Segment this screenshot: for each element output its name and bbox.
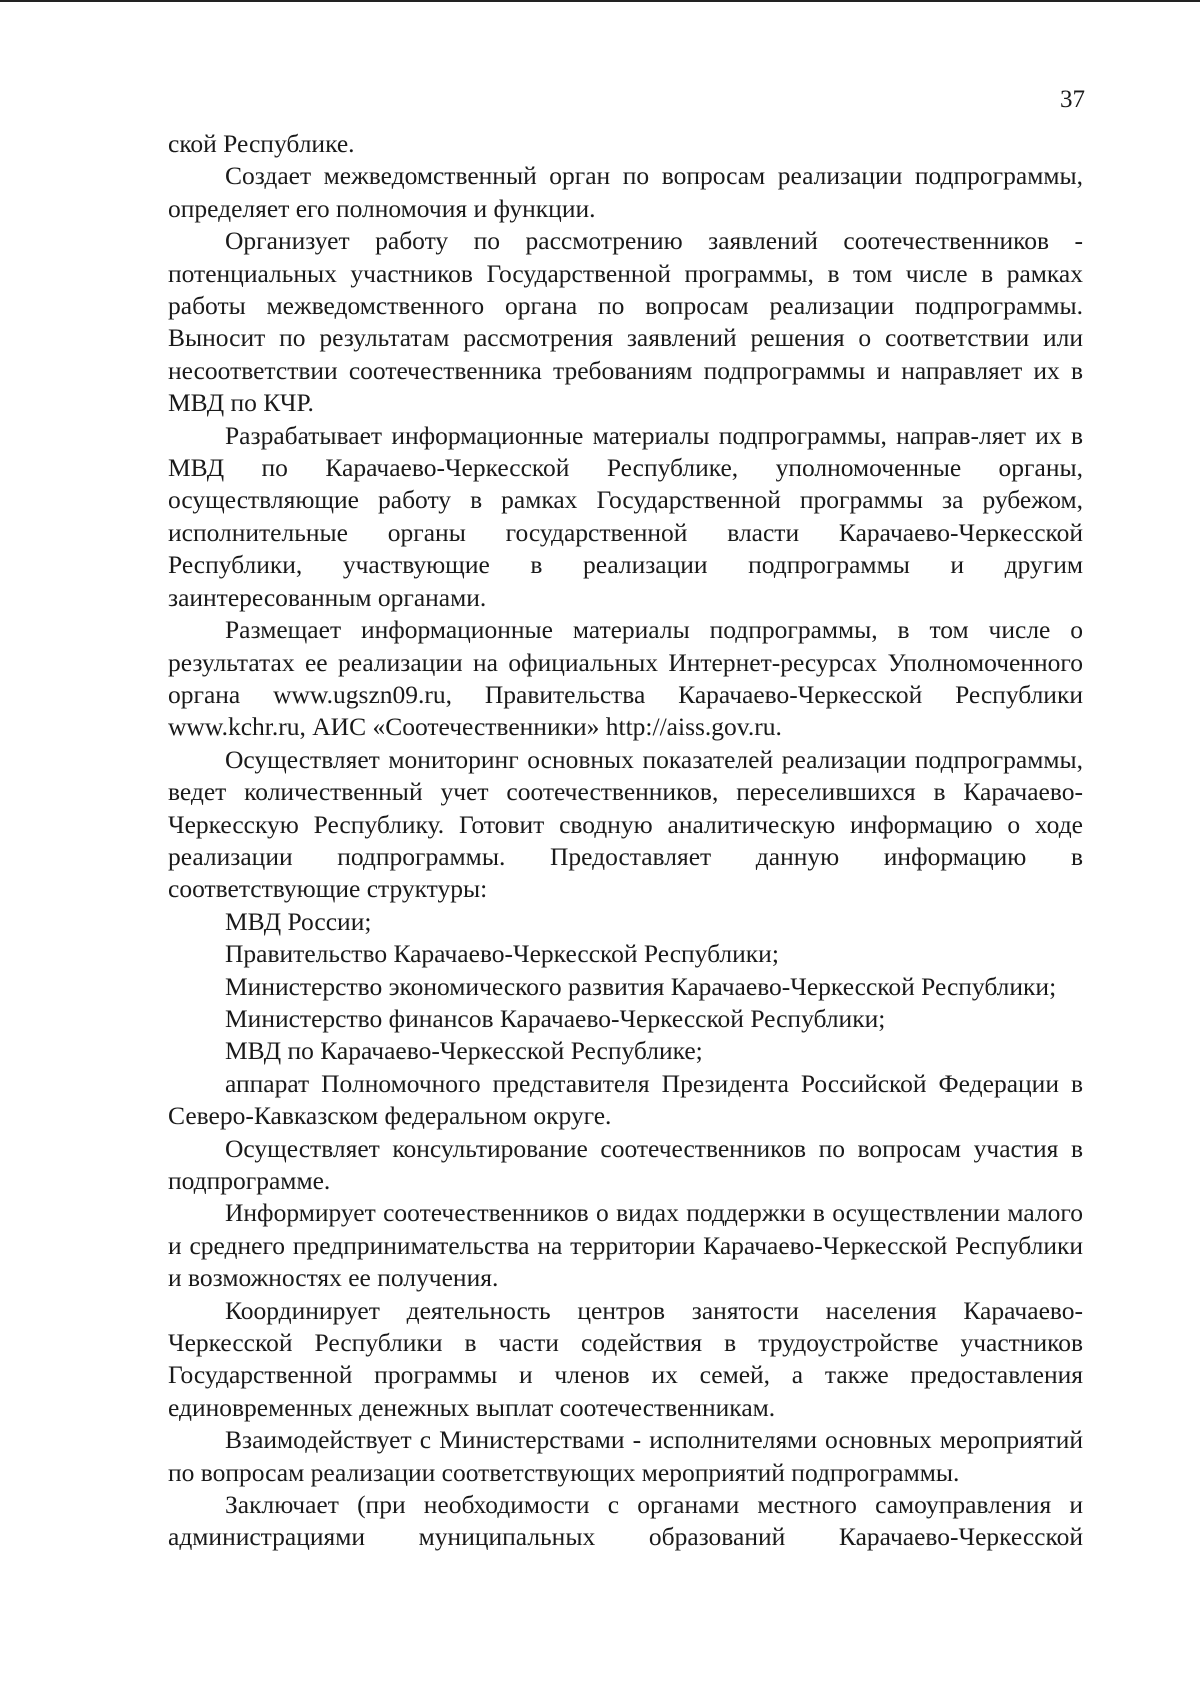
paragraph: Осуществляет мониторинг основных показателей реализации подпрограммы, ведет количественный учет соотечественников, переселившихся в Карачаево-Черкесскую Республику. Готовит сводную аналитическую информацию о ходе реализации подпрограммы. Предоставляет данную информацию в соответствующие структуры: bbox=[168, 744, 1083, 904]
page-number: 37 bbox=[1060, 86, 1085, 113]
paragraph: Правительство Карачаево-Черкесской Республики; bbox=[225, 939, 779, 969]
paragraph: Осуществляет консультирование соотечественников по вопросам участия в подпрограмме. bbox=[168, 1133, 1083, 1195]
paragraph: Министерство экономического развития Карачаево-Черкесской Республики; bbox=[225, 971, 1057, 1001]
paragraph: Разрабатывает информационные материалы подпрограммы, направ-ляет их в МВД по Карачаево-Черкесской Республике, уполномоченные органы, осуществляющие работу в рамках Государственной программы за рубежом, исполнительные органы государственной власти Карачаево-Черкесской Республики, участвующие в реализации подпрограммы и другим заинтересованным органами. bbox=[168, 420, 1083, 612]
paragraph: Взаимодействует с Министерствами - исполнителями основных мероприятий по вопросам реализации соответствующих мероприятий подпрограммы. bbox=[168, 1425, 1083, 1487]
paragraph: Заключает (при необходимости с органами местного самоуправления и администрациями муниципальных образований Карачаево-Черкесской bbox=[168, 1490, 1083, 1552]
paragraph: Создает межведомственный орган по вопросам реализации подпрограммы, определяет его полномочия и функции. bbox=[168, 161, 1083, 223]
paragraph: Информирует соотечественников о видах поддержки в осуществлении малого и среднего предпринимательства на территории Карачаево-Черкесской Республики и возможностях ее получения. bbox=[168, 1198, 1083, 1293]
paragraph: ской Республике. bbox=[168, 129, 355, 158]
paragraph: МВД по Карачаево-Черкесской Республике; bbox=[225, 1036, 703, 1066]
document-body bbox=[168, 128, 1083, 1554]
paragraph: Координирует деятельность центров занятости населения Карачаево-Черкесской Республики в части содействия в трудоустройстве участников Государственной программы и членов их семей, а также предоставления единовременных денежных выплат соотечественникам. bbox=[168, 1295, 1083, 1422]
paragraph: МВД России; bbox=[225, 906, 372, 936]
paragraph: Организует работу по рассмотрению заявлений соотечественников - потенциальных участников Государственной программы, в том числе в рамках работы межведомственного органа по вопросам реализации подпрограммы. Выносит по результатам рассмотрения заявлений решения о соответствии или несоответствии соотечественника требованиям подпрограммы и направляет их в МВД по КЧР. bbox=[168, 226, 1083, 418]
paragraph: Размещает информационные материалы подпрограммы, в том числе о результатах ее реализации на официальных Интернет-ресурсах Уполномоченного органа www.ugszn09.ru, Правительства Карачаево-Черкесской Республики www.kchr.ru, АИС «Соотечественники» http://aiss.gov.ru. bbox=[168, 615, 1083, 742]
paragraph: Министерство финансов Карачаево-Черкесской Республики; bbox=[225, 1003, 886, 1033]
paragraph: аппарат Полномочного представителя Президента Российской Федерации в Северо-Кавказском федеральном округе. bbox=[168, 1068, 1083, 1131]
